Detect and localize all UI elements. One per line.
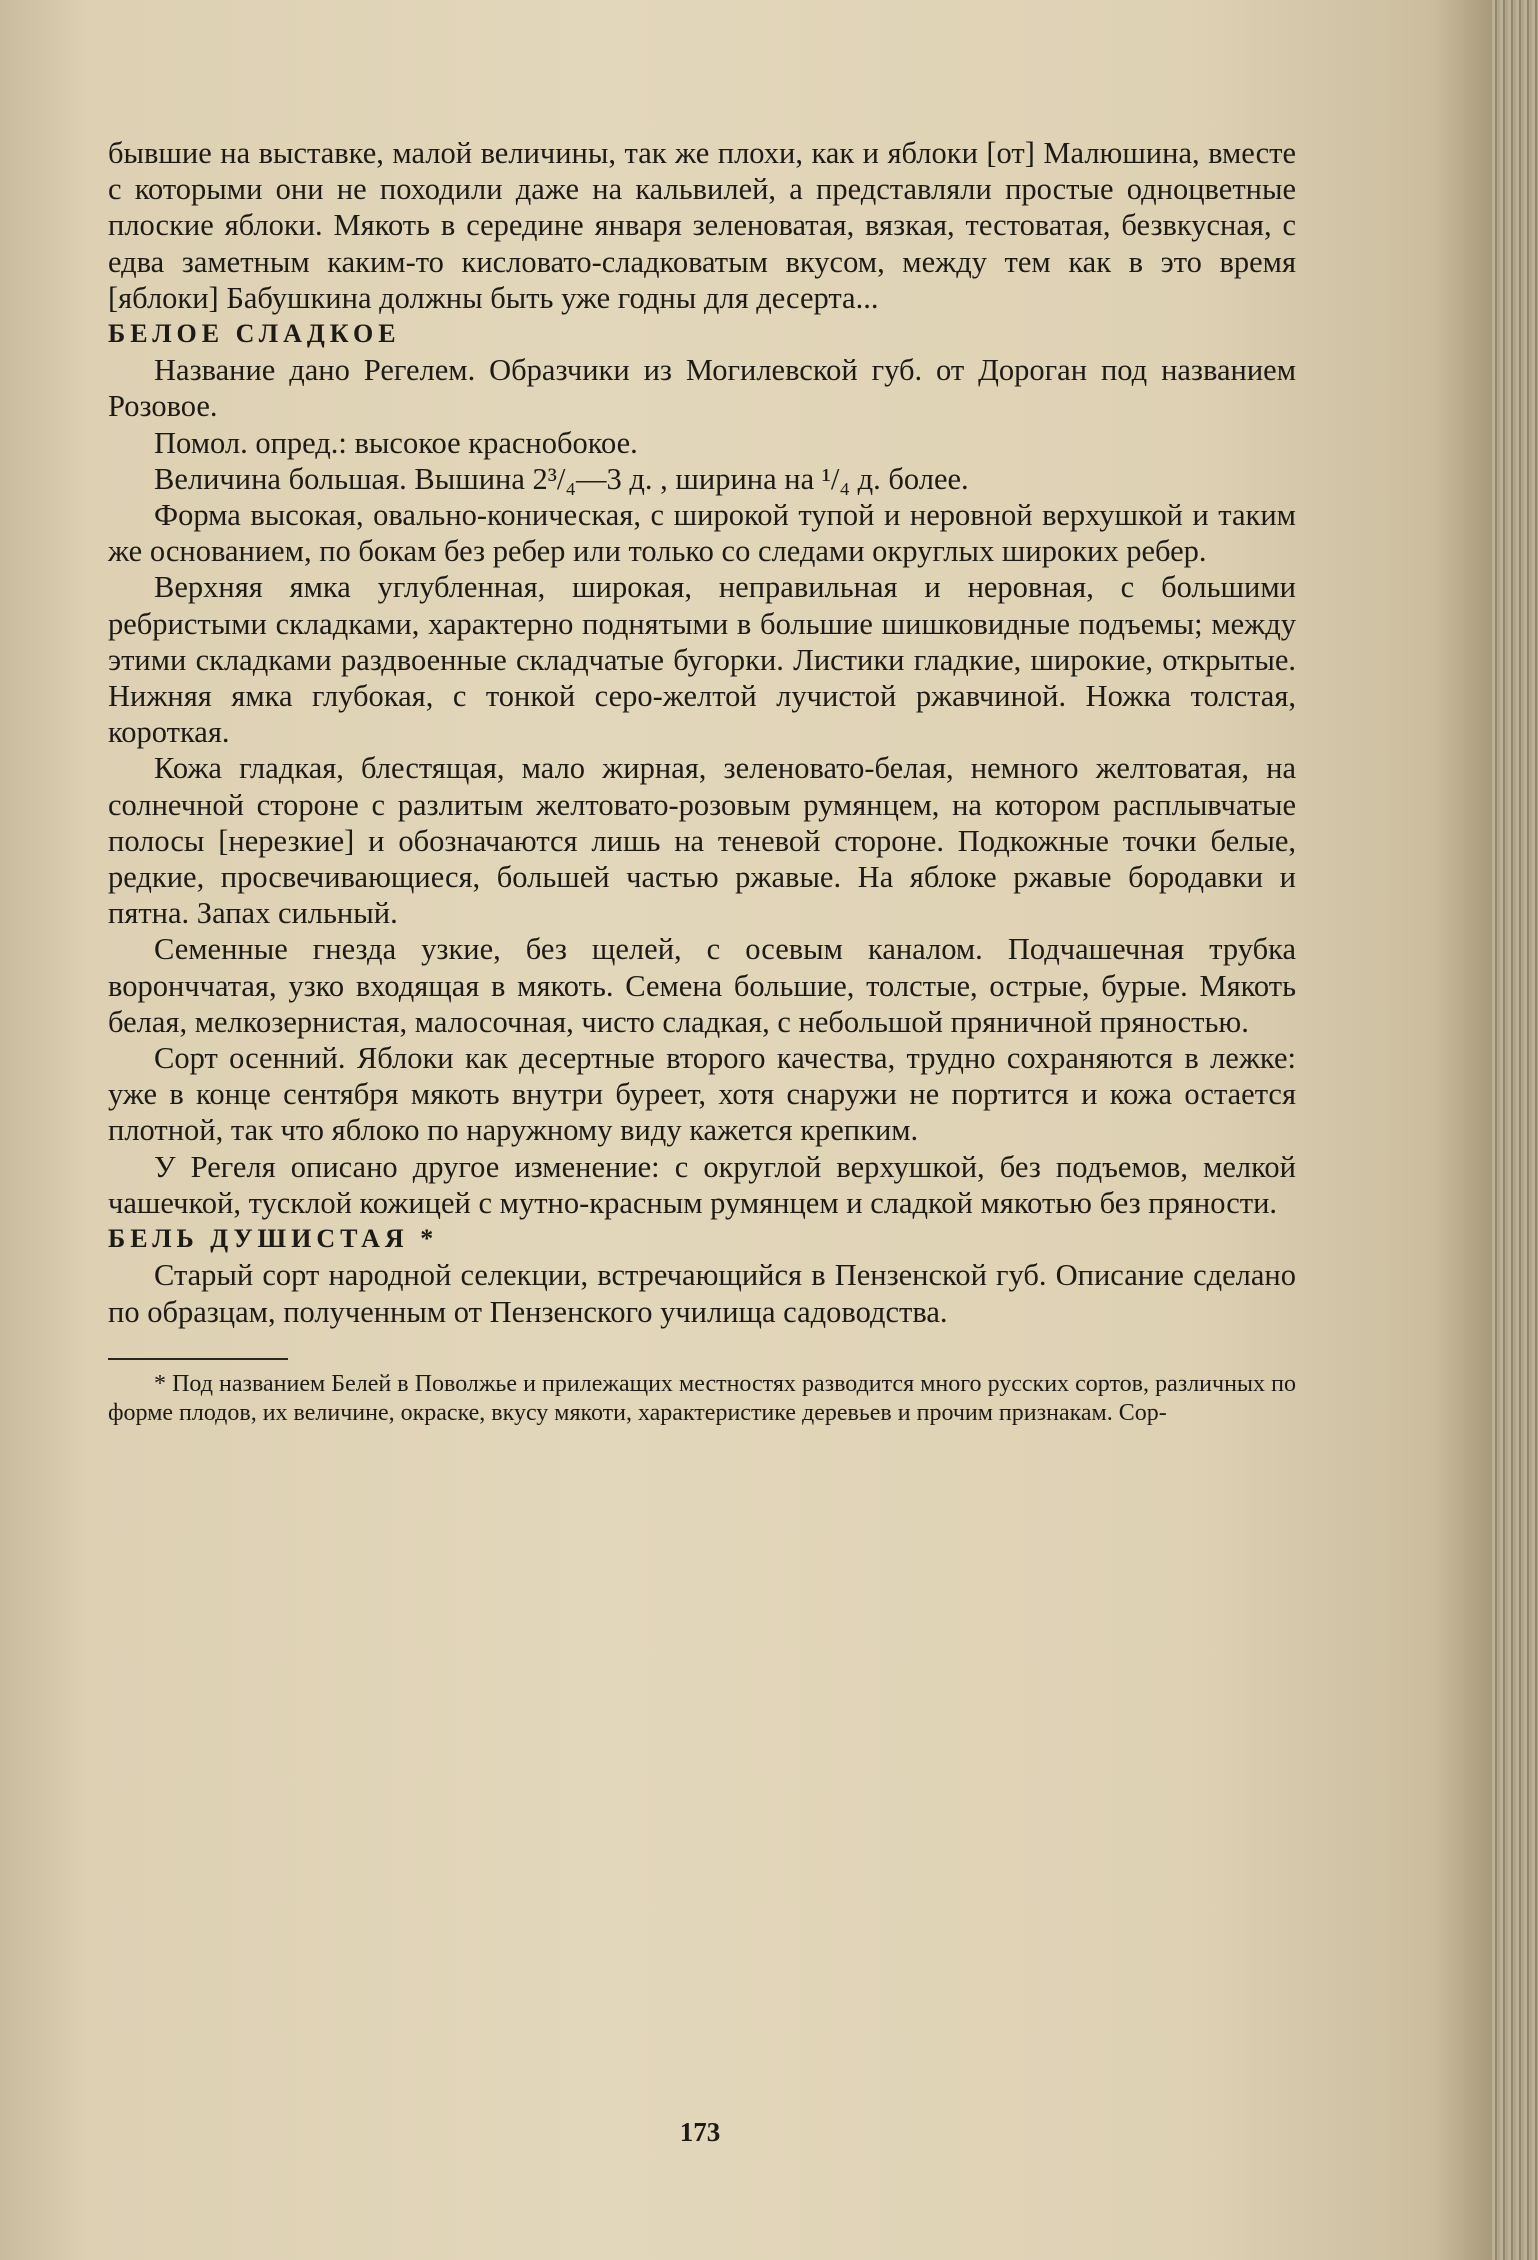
paragraph: Верхняя ямка углубленная, широкая, неправильная и неровная, с большими ребристыми складками, характерно поднятыми в большие шишковидные подъемы; между этими складками раздвоенные складчатые бугорки. Листики гладкие, широкие, открытые. Нижняя ямка глубокая, с тонкой серо-желтой лучистой ржавчиной. Ножка толстая, короткая. — [108, 570, 1296, 750]
paragraph: У Регеля описано другое изменение: с округлой верхушкой, без подъемов, мелкой чашечкой, тусклой кожицей с мутно-красным румянцем и сладкой мякотью без пряности. — [108, 1149, 1296, 1220]
paragraph: Помол. опред.: высокое краснобокое. — [154, 425, 638, 460]
page-edges — [1492, 0, 1538, 2260]
footnote-divider — [108, 1358, 288, 1360]
footnote: * Под названием Белей в Поволжье и прилежащих местностях разводится много русских сортов, различных по форме плодов, их величине, окраске, вкусу мякоти, характеристике деревьев и прочим признакам. Сор- — [108, 1370, 1296, 1426]
section-heading-beloe-sladkoe: БЕЛОЕ СЛАДКОЕ — [108, 319, 401, 349]
page-text — [108, 135, 1296, 1428]
continuation-paragraph: бывшие на выставке, малой величины, так же плохи, как и яблоки [от] Малюшина, вместе с которыми они не походили даже на кальвилей, а представляли простые одноцветные плоские яблоки. Мякоть в середине января зеленоватая, вязкая, тестоватая, безвкусная, с едва заметным каким-то кисловато-сладковатым вкусом, между тем как в это время [яблоки] Бабушкина должны быть уже годны для десерта... — [108, 136, 1296, 315]
paragraph: Кожа гладкая, блестящая, мало жирная, зеленовато-белая, немного желтоватая, на солнечной стороне с разлитым желтовато-розовым румянцем, на котором расплывчатые полосы [нерезкие] и обозначаются лишь на теневой стороне. Подкожные точки белые, редкие, просвечивающиеся, большей частью ржавые. На яблоке ржавые бородавки и пятна. Запах сильный. — [108, 751, 1296, 931]
section-heading-bel-dushistaya: БЕЛЬ ДУШИСТАЯ * — [108, 1224, 439, 1254]
paragraph: Сорт осенний. Яблоки как десертные второго качества, трудно сохраняются в лежке: уже в конце сентября мякоть внутри буреет, хотя снаружи не портится и кожа остается плотной, так что яблоко по наружному виду кажется крепким. — [108, 1041, 1296, 1148]
paragraph: Название дано Регелем. Образчики из Могилевской губ. от Дороган под названием Розовое. — [108, 353, 1296, 424]
page-number: 173 — [679, 2117, 721, 2147]
paragraph: Величина большая. Вышина 2³/₄—3 д. , ширина на ¹/₄ д. более. — [154, 461, 969, 496]
paragraph: Старый сорт народной селекции, встречающийся в Пензенской губ. Описание сделано по образцам, полученным от Пензенского училища садоводства. — [108, 1258, 1296, 1329]
paragraph: Форма высокая, овально-коническая, с широкой тупой и неровной верхушкой и таким же основанием, по бокам без ребер или только со следами округлых широких ребер. — [108, 498, 1296, 569]
paragraph: Семенные гнезда узкие, без щелей, с осевым каналом. Подчашечная трубка воронччатая, узко входящая в мякоть. Семена большие, толстые, острые, бурые. Мякоть белая, мелкозернистая, малосочная, чисто сладкая, с небольшой пряничной пряностью. — [108, 932, 1296, 1039]
